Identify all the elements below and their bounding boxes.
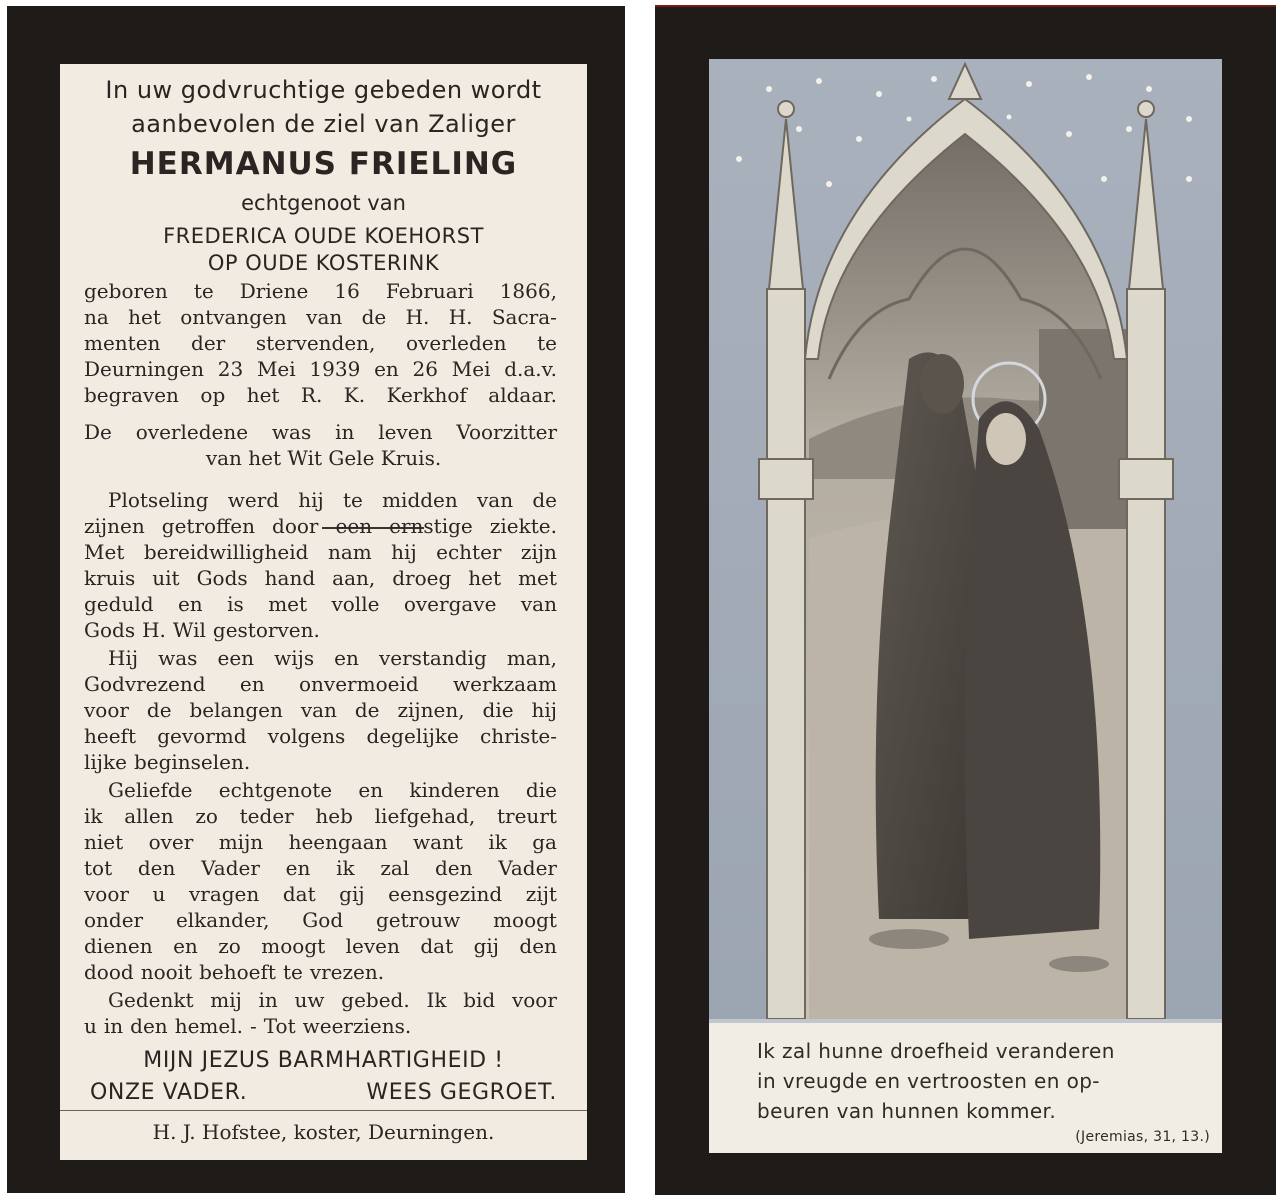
word: de (532, 488, 557, 512)
word: over (148, 830, 194, 854)
word: Geliefde (108, 778, 193, 802)
word: dat (420, 934, 454, 958)
word: van (300, 698, 337, 722)
word: het (468, 566, 502, 590)
word: Vader (498, 856, 557, 880)
word: weerziens. (302, 1014, 412, 1038)
word: geduld (84, 592, 154, 616)
word: heeft (84, 724, 136, 748)
word: getroffen (161, 514, 255, 538)
word: den (130, 1014, 168, 1038)
word: R. (300, 383, 323, 407)
word: H. (405, 305, 430, 329)
word: tot (84, 856, 113, 880)
word: moogt (493, 908, 557, 932)
word: droeg (392, 566, 452, 590)
word: leven (378, 420, 433, 444)
word: ik (84, 804, 103, 828)
bio-line (84, 331, 557, 355)
paragraph-line (84, 618, 557, 642)
word: belangen (189, 698, 283, 722)
word: menten (84, 331, 161, 355)
word: uw (294, 988, 325, 1012)
word: uit (152, 566, 180, 590)
word: Vader (201, 856, 260, 880)
word: onvermoeid (298, 672, 419, 696)
word: zo (195, 804, 218, 828)
word: het (128, 305, 161, 329)
caption-line-2: in vreugde en vertroosten en op- (757, 1069, 1100, 1093)
word: getrouw (375, 908, 461, 932)
word: van (306, 305, 343, 329)
word: overleden (406, 331, 507, 355)
word: een (217, 646, 255, 670)
bio-line (84, 279, 557, 303)
word: door (272, 514, 319, 538)
word: ontvangen (180, 305, 287, 329)
caption-line-1: Ik zal hunne droefheid veranderen (757, 1039, 1115, 1063)
word: de (354, 698, 380, 722)
word: en (173, 934, 198, 958)
caption-line-3: beuren van hunnen kommer. (757, 1099, 1057, 1123)
word: te (282, 960, 303, 984)
word: u (84, 1014, 97, 1038)
word: te (537, 331, 557, 355)
word: echter (436, 540, 502, 564)
word: hemel. (174, 1014, 243, 1038)
word: ga (532, 830, 557, 854)
word: christe- (480, 724, 557, 748)
paragraph-line (84, 750, 557, 774)
word: H. (448, 305, 473, 329)
paragraph-line (84, 856, 557, 880)
word: want (412, 830, 463, 854)
word: zal (380, 856, 410, 880)
closing-prayer-left: ONZE VADER. (90, 1080, 248, 1105)
paragraph-line (84, 566, 557, 590)
paragraph-line (108, 646, 557, 670)
bio-line (84, 357, 557, 381)
word: heb (315, 804, 353, 828)
word: geboren (84, 279, 168, 303)
paragraph-line (84, 882, 557, 906)
word: op (200, 383, 226, 407)
paragraph-line (84, 1014, 557, 1038)
word: werkzaam (453, 672, 557, 696)
word: niet (84, 830, 124, 854)
divider (60, 1110, 587, 1111)
word: den (434, 856, 473, 880)
word: leven (345, 934, 400, 958)
deceased-name: HERMANUS FRIELING (129, 146, 518, 182)
word: nam (327, 540, 372, 564)
word: dat (282, 882, 316, 906)
word: ik (336, 856, 355, 880)
paragraph-line (84, 960, 557, 984)
word: zijt (525, 882, 557, 906)
word: Mei (451, 357, 491, 381)
paragraph-line (84, 698, 557, 722)
word: d.a.v. (504, 357, 557, 381)
word: in (103, 1014, 124, 1038)
word: ernstige (389, 514, 473, 538)
word: te (193, 279, 214, 303)
word: is (227, 592, 244, 616)
word: en (239, 672, 265, 696)
word: overgave (403, 592, 497, 616)
memorial-card-text-side (7, 6, 625, 1193)
word: midden (382, 488, 458, 512)
word: K. (343, 383, 366, 407)
spouse-name-2: OP OUDE KOSTERINK (207, 251, 440, 275)
word: allen (124, 804, 174, 828)
word: behoeft (199, 960, 276, 984)
word: den (137, 856, 176, 880)
word: treurt (497, 804, 557, 828)
word: hand (264, 566, 316, 590)
word: verstandig (378, 646, 487, 670)
word: met (268, 592, 308, 616)
caption-panel (709, 1019, 1222, 1153)
word: en (177, 592, 203, 616)
word: voor (84, 882, 129, 906)
spouse-label: echtgenoot van (241, 191, 406, 215)
word: gevormd (157, 724, 247, 748)
word: zijnen (84, 514, 145, 538)
word: gij (339, 882, 365, 906)
word: in (335, 420, 355, 444)
word: was (271, 420, 312, 444)
word: en (334, 646, 359, 670)
paragraph-line (108, 778, 557, 802)
word: gestorven. (212, 618, 320, 642)
word: volle (331, 592, 380, 616)
word: moogt (261, 934, 326, 958)
word: Deurningen (84, 357, 204, 381)
paragraph-line (84, 540, 557, 564)
role-line (84, 420, 557, 444)
word: en (374, 357, 399, 381)
word: gij (473, 934, 499, 958)
word: begraven (84, 383, 179, 407)
word: die (525, 778, 557, 802)
word: mijn (218, 830, 264, 854)
word: Ik (426, 988, 447, 1012)
memorial-card-image-side (655, 5, 1276, 1195)
word: voor (511, 988, 557, 1012)
word: Driene (239, 279, 309, 303)
word: 1866, (499, 279, 557, 303)
word: Voorzitter (456, 420, 557, 444)
word: aldaar. (488, 383, 557, 407)
paragraph-line (84, 804, 557, 828)
word: die (482, 698, 514, 722)
word: Mei (256, 357, 296, 381)
scripture-reference: (Jeremias, 31, 13.) (1075, 1129, 1210, 1145)
word: heengaan (288, 830, 388, 854)
word: onder (84, 908, 144, 932)
word: aan, (332, 566, 376, 590)
text-panel (60, 64, 587, 1160)
word: volgens (267, 724, 346, 748)
word: van (476, 488, 514, 512)
paragraph-line (84, 934, 557, 958)
word: lijke (84, 750, 127, 774)
word: dood (84, 960, 134, 984)
word: 26 (412, 357, 438, 381)
word: Plotseling (108, 488, 209, 512)
paragraph-line (84, 830, 557, 854)
devotional-illustration (709, 59, 1222, 1149)
word: vrezen. (309, 960, 385, 984)
paragraph-line (84, 592, 557, 616)
word: De (84, 420, 112, 444)
word: Februari (385, 279, 474, 303)
word: eensgezind (388, 882, 503, 906)
word: vragen (188, 882, 260, 906)
spouse-name-1: FREDERICA OUDE KOEHORST (163, 224, 484, 248)
paragraph-line (108, 988, 557, 1012)
word: den (519, 934, 557, 958)
paragraph-line (84, 514, 557, 538)
word: dienen (84, 934, 153, 958)
word: gebed. (341, 988, 410, 1012)
word: na (84, 305, 109, 329)
word: Gods (84, 618, 136, 642)
closing-prayer-right: WEES GEGROET. (366, 1080, 557, 1105)
word: Met (84, 540, 125, 564)
word: 1939 (309, 357, 361, 381)
word: beginselen. (133, 750, 251, 774)
word: mij (210, 988, 242, 1012)
word: zijn (520, 540, 557, 564)
word: de (361, 305, 387, 329)
word: van (520, 592, 557, 616)
word: bid (463, 988, 496, 1012)
word: Wil (172, 618, 206, 642)
word: hij (298, 488, 324, 512)
printer-credit: H. J. Hofstee, koster, Deurningen. (152, 1120, 495, 1144)
word: en (285, 856, 311, 880)
word: Gedenkt (108, 988, 194, 1012)
word: kinderen (409, 778, 500, 802)
closing-prayer: MIJN JEZUS BARMHARTIGHEID ! (143, 1048, 504, 1073)
word: man, (506, 646, 557, 670)
word: was (158, 646, 198, 670)
word: degelijke (366, 724, 459, 748)
word: het (246, 383, 280, 407)
word: teder (239, 804, 294, 828)
word: ik (488, 830, 507, 854)
word: liefgehad, (374, 804, 476, 828)
word: overledene (135, 420, 249, 444)
word: en (358, 778, 384, 802)
word: Kerkhof (386, 383, 467, 407)
word: zo (218, 934, 241, 958)
word: ziekte. (489, 514, 557, 538)
word: H. (142, 618, 166, 642)
intro-line-1: In uw godvruchtige gebeden wordt (105, 76, 542, 104)
word: zijnen, (397, 698, 465, 722)
word: hij (531, 698, 557, 722)
word: Tot (263, 1014, 296, 1038)
word: in (258, 988, 278, 1012)
gothic-arch-illustration (709, 59, 1222, 1019)
word: wijs (274, 646, 315, 670)
paragraph-line (84, 672, 557, 696)
word: - (249, 1014, 257, 1038)
word: te (342, 488, 363, 512)
word: der (191, 331, 226, 355)
word: 16 (334, 279, 360, 303)
word: werd (227, 488, 280, 512)
intro-line-2: aanbevolen de ziel van Zaliger (131, 110, 516, 138)
word: voor (84, 698, 129, 722)
word: God (302, 908, 344, 932)
bio-line (84, 383, 557, 407)
paragraph-line (108, 488, 557, 512)
word: Godvrezend (84, 672, 206, 696)
word: Sacra- (491, 305, 557, 329)
word: u (152, 882, 166, 906)
paragraph-line (84, 724, 557, 748)
word: Hij (108, 646, 139, 670)
word: elkander, (175, 908, 270, 932)
word: de (146, 698, 172, 722)
word: echtgenote (218, 778, 333, 802)
word: bereidwilligheid (143, 540, 309, 564)
word: met (518, 566, 557, 590)
bio-line (84, 305, 557, 329)
word: 23 (217, 357, 244, 381)
word: een (335, 514, 373, 538)
paragraph-line (84, 908, 557, 932)
word: stervenden, (255, 331, 376, 355)
word: Gods (196, 566, 248, 590)
role-line-2: van het Wit Gele Kruis. (205, 446, 442, 470)
word: nooit (140, 960, 193, 984)
word: hij (391, 540, 417, 564)
word: kruis (84, 566, 136, 590)
